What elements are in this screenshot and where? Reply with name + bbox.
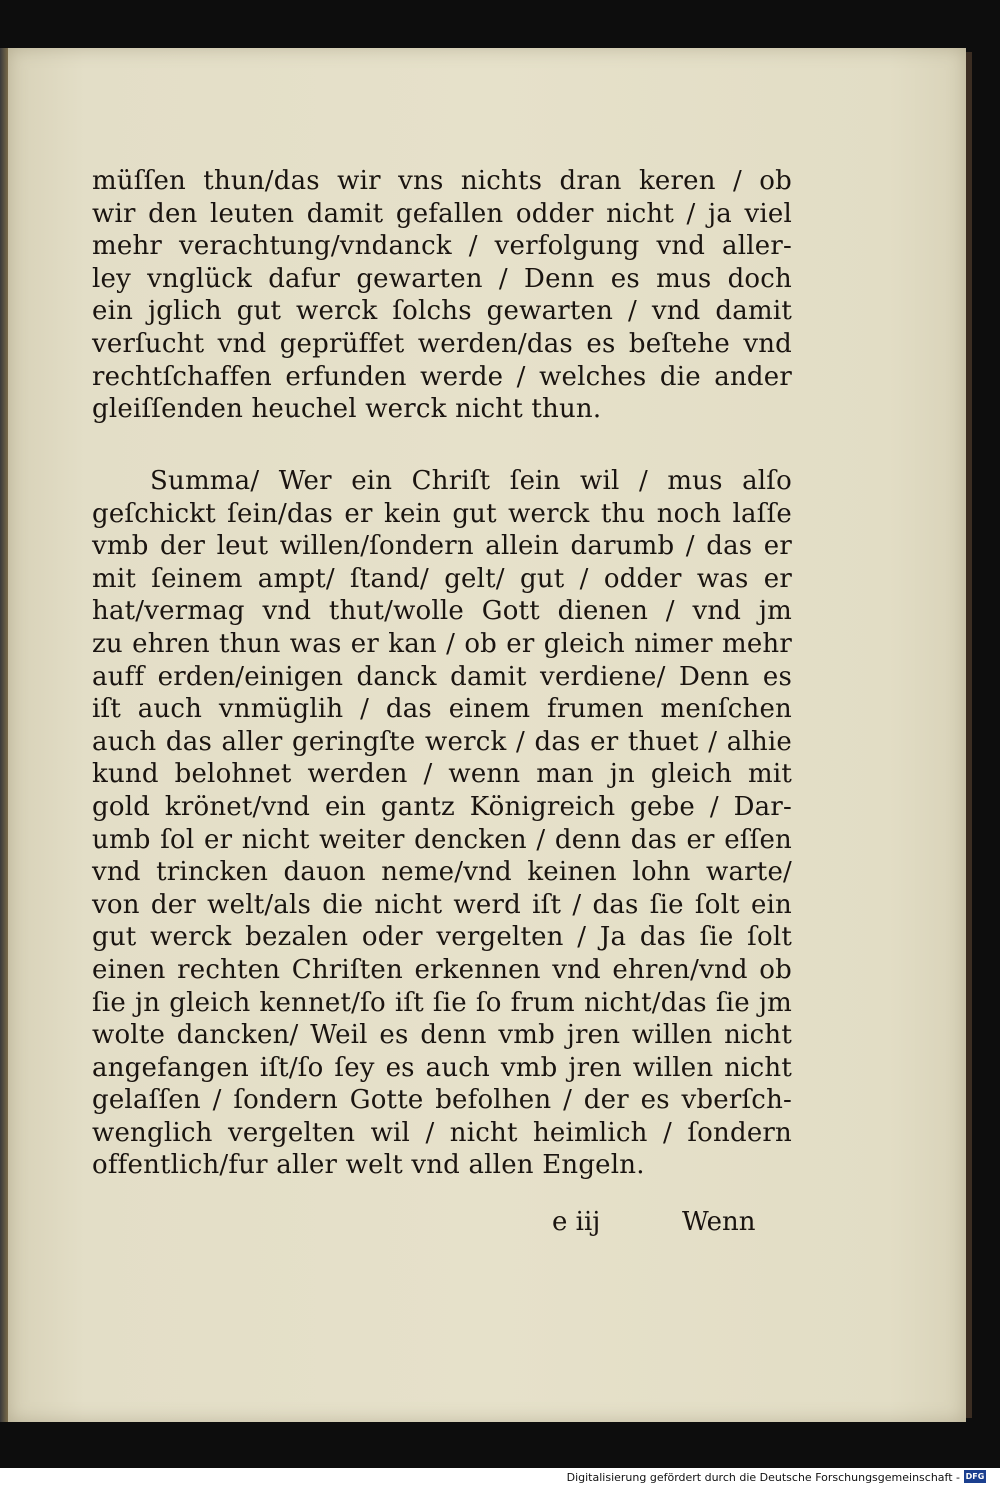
funding-credit: Digitalisierung gefördert durch die Deutsche Forschungsgemeinschaft - [566,1471,960,1484]
text-line: wenglich vergelten wil / nicht heimlich / ſondern [92,1117,792,1148]
text-line: offentlich/fur aller welt vnd allen Engeln. [92,1150,645,1181]
text-line: geſchickt ſein/das er kein gut werck thu noch laſſe [92,498,792,529]
catchword: Wenn [682,1207,756,1237]
text-line: müſſen thun/das wir vns nichts dran keren / ob [92,166,792,196]
page-right-edge [966,52,972,1418]
text-line: vmb der leut willen/ſondern allein darumb / das er [92,531,792,562]
signature-mark: e iij [552,1207,601,1237]
text-line: ein jglich gut werck ſolchs gewarten / vnd damit [92,296,792,327]
text-line: mehr verachtung/vndanck / verfolgung vnd aller- [92,231,792,262]
text-line: Summa/ Wer ein Chriſt ſein wil / mus alſo [150,466,792,496]
text-line: gleiſſenden heuchel werck nicht thun. [92,394,602,425]
text-line: auch das aller geringſte werck / das er thuet / alhie [92,726,792,757]
page-left-edge [0,48,8,1422]
text-line: ſie jn gleich kennet/ſo iſt ſie ſo frum nicht/das ſie jm [92,987,792,1018]
text-line: kund belohnet werden / wenn man jn gleich mit [92,759,792,790]
text-line: gelaſſen / ſondern Gotte befolhen / der es vberſch- [92,1085,792,1116]
text-line: gold krönet/vnd ein gantz Königreich gebe / Dar- [92,791,792,822]
text-line: zu ehren thun was er kan / ob er gleich nimer mehr [92,628,792,659]
text-line: ley vnglück dafur gewarten / Denn es mus doch [92,263,792,294]
text-line: verſucht vnd geprüffet werden/das es beſtehe vnd [92,328,792,359]
text-line: vnd trincken dauon neme/vnd keinen lohn warte/ [92,857,792,888]
text-line: iſt auch vnmüglih / das einem frumen menſchen [92,694,792,725]
paragraph-2 [92,465,792,1182]
dfg-logo: DFG [965,1472,985,1481]
text-line: hat/vermag vnd thut/wolle Gott dienen / vnd jm [92,596,792,627]
text-line: mit ſeinem ampt/ ſtand/ gelt/ gut / odder was er [92,563,792,594]
text-line: von der welt/als die nicht werd iſt / das ſie ſolt ein [92,889,792,920]
page-footer [552,1205,792,1239]
text-line: auff erden/einigen danck damit verdiene/ Denn es [92,661,792,692]
text-line: rechtſchaffen erfunden werde / welches die ander [92,361,792,392]
text-line: angefangen iſt/ſo ſey es auch vmb jren willen nicht [92,1052,792,1083]
text-line: wolte dancken/ Weil es denn vmb jren willen nicht [92,1020,792,1051]
text-line: einen rechten Chriſten erkennen vnd ehren/vnd ob [92,954,792,985]
text-line: umb ſol er nicht weiter dencken / denn das er eſſen [92,824,792,855]
paragraph-1 [92,165,792,426]
text-line: gut werck bezalen oder vergelten / Ja das ſie ſolt [92,922,792,953]
text-line: wir den leuten damit gefallen odder nicht / ja viel [92,198,792,229]
